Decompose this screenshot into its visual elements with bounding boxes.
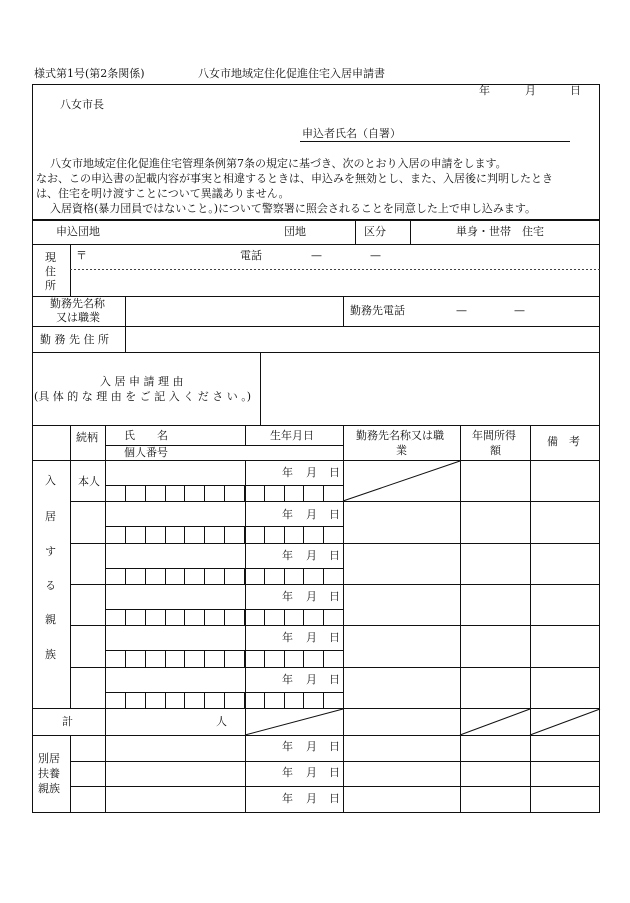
birth-year-label: 年	[282, 740, 293, 753]
birth-day-label: 日	[329, 590, 340, 603]
date-year: 年	[479, 84, 490, 97]
work-name-label-2: 又は職業	[56, 311, 100, 324]
family-name-head: 氏 名	[124, 429, 168, 442]
separate-label-2: 扶養	[38, 767, 60, 780]
family-remarks-head: 備 考	[547, 435, 580, 448]
applicant-name-label: 申込者氏名（自署）	[302, 127, 401, 140]
birth-year-label: 年	[282, 673, 293, 686]
work-phone-dash-2: —	[514, 304, 525, 317]
birth-day-label: 日	[329, 792, 340, 805]
address-label-3: 所	[45, 279, 56, 292]
birth-day-label: 日	[329, 766, 340, 779]
apply-kubun: 区分	[364, 225, 386, 238]
total-label: 計	[62, 715, 73, 728]
reason-line-2: (具 体 的 な 理 由 を ご 記 入 く だ さ い 。)	[34, 390, 252, 403]
birth-month-label: 月	[306, 549, 317, 562]
address-label-1: 現	[45, 251, 56, 264]
statement-line-4: 入居資格(暴力団員ではないこと。)について警察署に照会されることを同意した上で申し込みます。	[50, 202, 536, 215]
family-work-head-1: 勤務先名称又は職	[356, 429, 444, 442]
work-phone-label: 勤務先電話	[350, 304, 405, 317]
addressee: 八女市長	[60, 98, 104, 111]
family-side-4: る	[45, 579, 56, 592]
total-persons: 人	[216, 715, 227, 728]
birth-day-label: 日	[329, 466, 340, 479]
postal-mark: 〒	[76, 249, 87, 262]
apply-type: 単身・世帯 住宅	[456, 225, 544, 238]
birth-month-label: 月	[306, 508, 317, 521]
family-side-5: 親	[45, 613, 56, 626]
birth-day-label: 日	[329, 549, 340, 562]
statement-line-1: 八女市地域定住化促進住宅管理条例第7条の規定に基づき、次のとおり入居の申請をします。	[50, 157, 507, 170]
family-side-6: 族	[45, 648, 56, 661]
birth-month-label: 月	[306, 466, 317, 479]
family-self: 本人	[78, 475, 100, 488]
address-label-2: 住	[45, 265, 56, 278]
family-work-head-2: 業	[396, 444, 407, 457]
phone-label: 電話	[240, 249, 262, 262]
birth-year-label: 年	[282, 792, 293, 805]
birth-year-label: 年	[282, 549, 293, 562]
family-birth-head: 生年月日	[270, 429, 314, 442]
birth-year-label: 年	[282, 590, 293, 603]
work-phone-dash-1: —	[456, 304, 467, 317]
birth-month-label: 月	[306, 631, 317, 644]
statement-line-3: は、住宅を明け渡すことについて異議ありません。	[36, 187, 290, 200]
apply-danchi-label: 申込団地	[56, 225, 100, 238]
phone-dash-2: —	[370, 249, 381, 262]
family-side-2: 居	[45, 510, 56, 523]
separate-label-3: 親族	[38, 782, 60, 795]
birth-year-label: 年	[282, 766, 293, 779]
date-month: 月	[525, 84, 536, 97]
birth-month-label: 月	[306, 673, 317, 686]
work-address-label: 勤 務 先 住 所	[40, 333, 109, 346]
birth-day-label: 日	[329, 631, 340, 644]
birth-year-label: 年	[282, 508, 293, 521]
family-mynumber-head: 個人番号	[124, 446, 168, 459]
form-number: 様式第1号(第2条関係)	[34, 67, 145, 80]
birth-month-label: 月	[306, 792, 317, 805]
date-day: 日	[570, 84, 581, 97]
phone-dash-1: —	[311, 249, 322, 262]
reason-line-1: 入 居 申 請 理 由	[100, 375, 184, 388]
family-income-head-2: 額	[490, 444, 501, 457]
family-side-3: す	[45, 545, 56, 558]
birth-year-label: 年	[282, 466, 293, 479]
form-title: 八女市地域定住化促進住宅入居申請書	[198, 67, 385, 80]
family-income-head-1: 年間所得	[472, 429, 516, 442]
birth-day-label: 日	[329, 508, 340, 521]
statement-line-2: なお、この申込書の記載内容が事実と相違するときは、申込みを無効とし、また、入居後に判明したとき	[36, 172, 553, 185]
work-name-label-1: 勤務先名称	[50, 297, 105, 310]
separate-label-1: 別居	[38, 752, 60, 765]
birth-month-label: 月	[306, 766, 317, 779]
family-relation-head: 続柄	[76, 431, 98, 444]
birth-year-label: 年	[282, 631, 293, 644]
apply-danchi-suffix: 団地	[284, 225, 306, 238]
birth-month-label: 月	[306, 740, 317, 753]
family-side-1: 入	[45, 474, 56, 487]
birth-day-label: 日	[329, 673, 340, 686]
birth-day-label: 日	[329, 740, 340, 753]
birth-month-label: 月	[306, 590, 317, 603]
